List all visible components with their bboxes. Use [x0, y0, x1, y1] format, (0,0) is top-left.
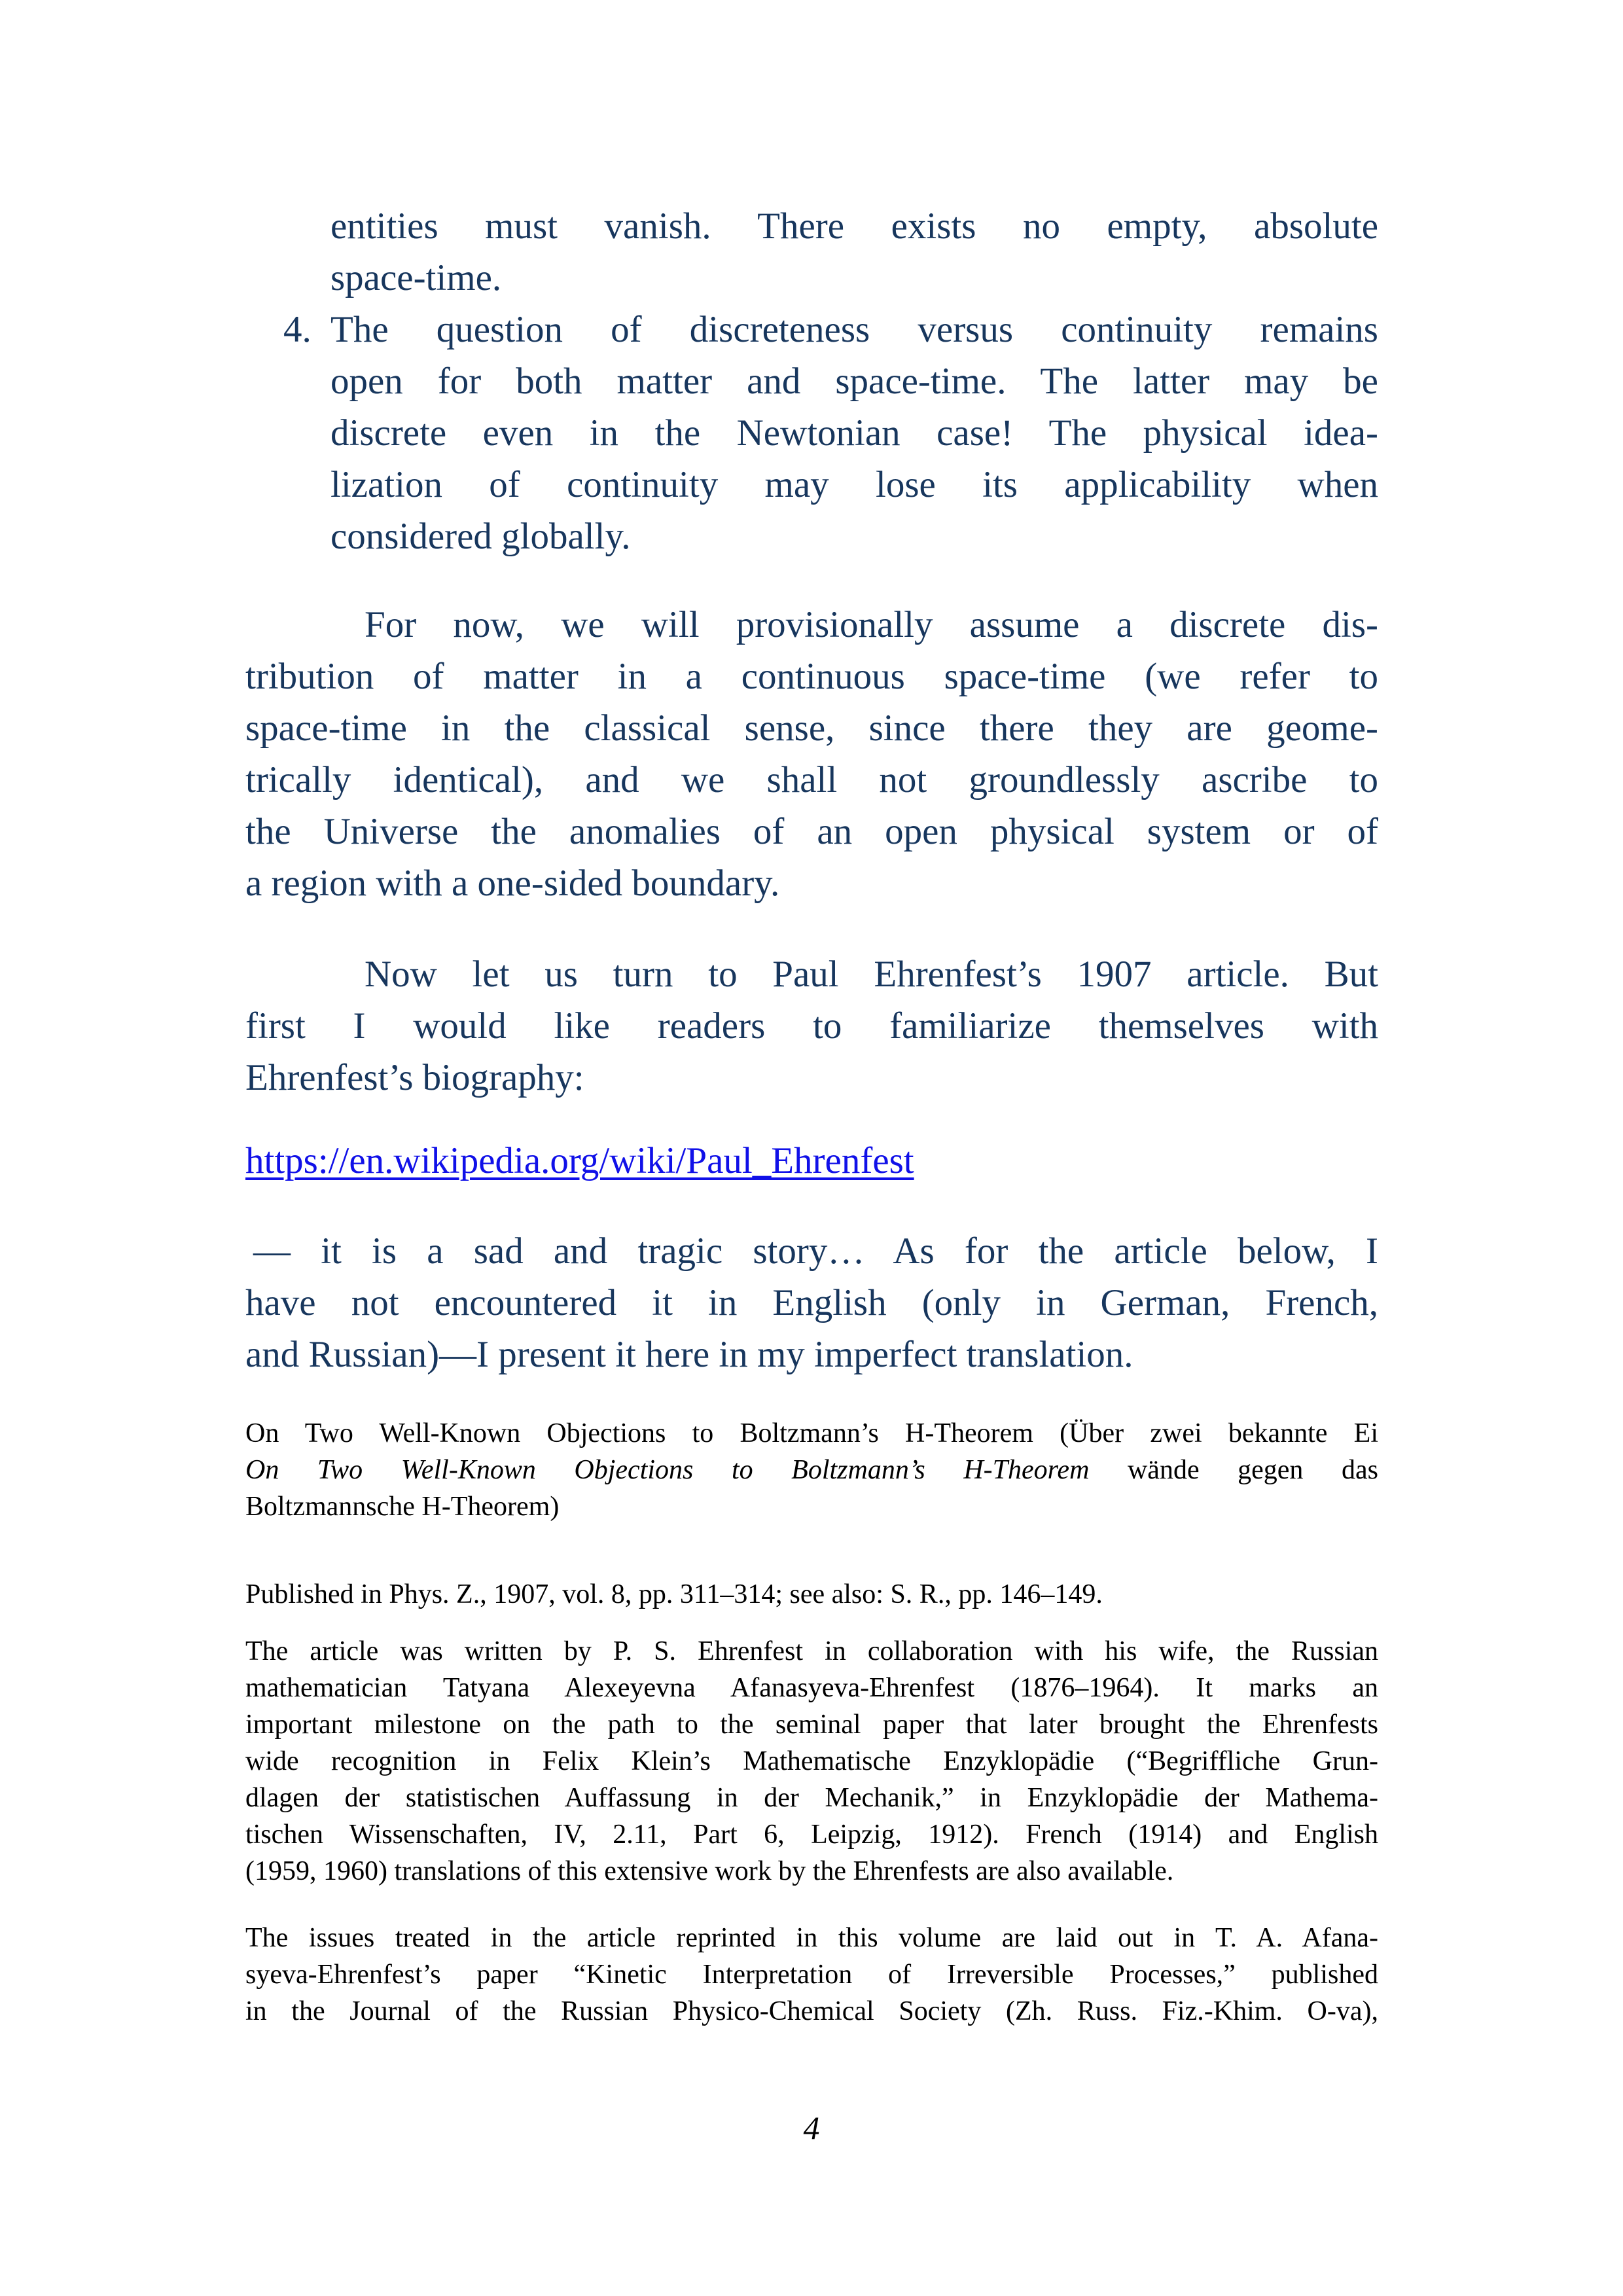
text-line [245, 1452, 1378, 1488]
page-number: 4 [803, 2109, 820, 2146]
article-title-block [245, 1415, 1378, 1525]
text-run: tribution of matter in a continuous space-time (we refer to [245, 656, 1378, 697]
text-run: wide recognition in Felix Klein’s Mathematische Enzyklopädie (“Begriffliche Grun- [245, 1746, 1378, 1776]
text-line [245, 806, 1378, 857]
text-line [245, 1000, 1378, 1052]
paragraph-now-let-us [245, 948, 1378, 1103]
text-line [245, 1743, 1378, 1780]
text-run: tischen Wissenschaften, IV, 2.11, Part 6, Leipzig, 1912). French (1914) and English [245, 1820, 1378, 1850]
text-line [330, 511, 1378, 562]
text-run: The issues treated in the article reprinted in this volume are laid out in T. A. Afana- [245, 1923, 1378, 1953]
text-line [245, 1415, 1378, 1452]
text-line [245, 1670, 1378, 1706]
text-run: dlagen der statistischen Auffassung in der Mechanik,” in Enzyklopädie der Mathema- [245, 1783, 1378, 1813]
text-run: The question of discreteness versus continuity remains [330, 309, 1378, 350]
text-line [245, 1780, 1378, 1816]
text-line [330, 304, 1378, 355]
list-item-4 [245, 304, 1378, 562]
text-line [245, 1135, 1378, 1187]
text-run: trically identical), and we shall not groundlessly ascribe to [245, 759, 1378, 800]
text-line [245, 1920, 1378, 1956]
text-run: the Universe the anomalies of an open physical system or of [245, 811, 1378, 852]
text-run: For now, we will provisionally assume a discrete dis- [365, 604, 1378, 645]
text-run: syeva-Ehrenfest’s paper “Kinetic Interpretation of Irreversible Processes,” published [245, 1960, 1378, 1990]
publication-info [245, 1576, 1378, 1613]
text-run: space-time. [330, 257, 502, 298]
text-run: The article was written by P. S. Ehrenfest in collaboration with his wife, the Russian [245, 1636, 1378, 1666]
text-run: first I would like readers to familiarize themselves with [245, 1005, 1378, 1047]
text-run: in the Journal of the Russian Physico-Chemical Society (Zh. Russ. Fiz.-Khim. O-va), [245, 1996, 1378, 2026]
text-line [245, 702, 1378, 754]
text-line [245, 1052, 1378, 1103]
wikipedia-link[interactable]: https://en.wikipedia.org/wiki/Paul_Ehrenfest [245, 1140, 914, 1181]
text-run: Now let us turn to Paul Ehrenfest’s 1907 article. But [365, 954, 1378, 995]
text-line [245, 1956, 1378, 1993]
paragraph-sad-story [245, 1225, 1378, 1380]
text-line [245, 1633, 1378, 1670]
text-line [330, 355, 1378, 407]
list-number: 4. [283, 309, 312, 350]
text-run: wände gegen das [1089, 1455, 1378, 1485]
text-run: have not encountered it in English (only in German, French, [245, 1282, 1378, 1323]
text-run: entities must vanish. There exists no empty, absolute [330, 206, 1378, 247]
text-line [245, 1488, 1378, 1525]
text-run: discrete even in the Newtonian case! The physical idea- [330, 412, 1378, 454]
text-run: On Two Well-Known Objections to Boltzmann’s H-Theorem (Über zwei bekannte Ei [245, 1418, 1378, 1448]
text-run: space-time in the classical sense, since there they are geome- [245, 708, 1378, 749]
text-line [245, 1576, 1378, 1613]
text-line [330, 252, 1378, 304]
paragraph-for-now [245, 599, 1378, 909]
text-line [245, 1853, 1378, 1890]
text-line [245, 651, 1378, 702]
text-run: — it is a sad and tragic story… As for the article below, I [253, 1230, 1378, 1272]
text-line [245, 1706, 1378, 1743]
text-line [330, 200, 1378, 252]
text-line [245, 948, 1378, 1000]
text-line [245, 599, 1378, 651]
text-run: Published in Phys. Z., 1907, vol. 8, pp. 311–314; see also: S. R., pp. 146–149. [245, 1579, 1103, 1609]
text-run: mathematician Tatyana Alexeyevna Afanasyeva-Ehrenfest (1876–1964). It marks an [245, 1673, 1378, 1703]
text-line [245, 1993, 1378, 2030]
text-column [245, 200, 1378, 2030]
text-line [330, 407, 1378, 459]
text-line [330, 459, 1378, 511]
text-line [245, 1225, 1378, 1277]
text-run: lization of continuity may lose its applicability when [330, 464, 1378, 505]
text-line [245, 857, 1378, 909]
text-run: Boltzmannsche H-Theorem) [245, 1492, 560, 1522]
paragraph-article-history [245, 1633, 1378, 1890]
list-item-3-continuation [245, 200, 1378, 304]
paragraph-issues-treated [245, 1920, 1378, 2030]
wikipedia-link-line [245, 1135, 1378, 1187]
text-line [245, 754, 1378, 806]
text-line [245, 1277, 1378, 1329]
text-run: and Russian)—I present it here in my imperfect translation. [245, 1334, 1133, 1375]
text-run: open for both matter and space-time. The latter may be [330, 361, 1378, 402]
text-run: considered globally. [330, 516, 631, 557]
text-run: Ehrenfest’s biography: [245, 1057, 584, 1098]
text-run: important milestone on the path to the seminal paper that later brought the Ehrenfests [245, 1710, 1378, 1740]
text-run: (1959, 1960) translations of this extensive work by the Ehrenfests are also available. [245, 1856, 1174, 1886]
text-run: a region with a one-sided boundary. [245, 863, 780, 904]
text-run: On Two Well-Known Objections to Boltzmann’s H-Theorem [245, 1455, 1090, 1485]
text-line [245, 1329, 1378, 1380]
text-line [245, 1816, 1378, 1853]
